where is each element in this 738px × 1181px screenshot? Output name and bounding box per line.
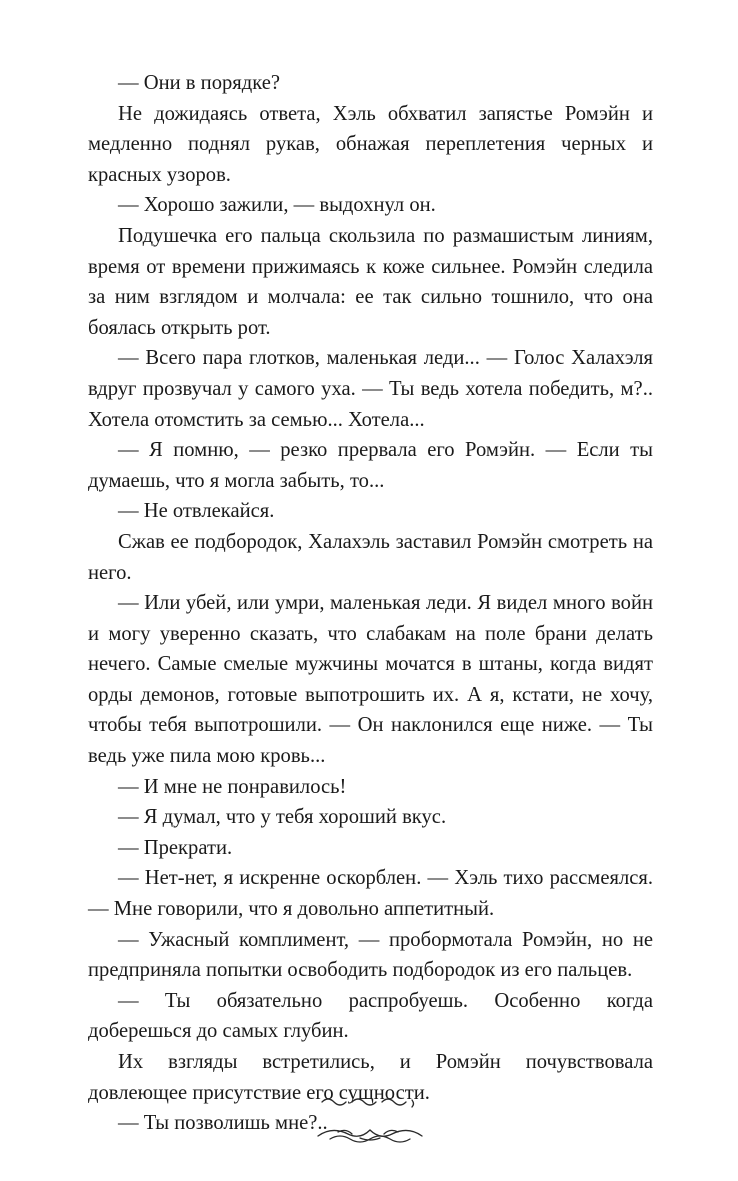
paragraph: — Ужасный комплимент, — пробормотала Ромэйн, но не предприняла попытки освободить подбородок из его пальцев. [88,928,653,982]
paragraph: — Нет-нет, я искренне оскорблен. — Хэль тихо рассмеялся. — Мне говорили, что я довольно аппетитный. [88,867,653,921]
paragraph: — Ты позволишь мне?.. [118,1112,328,1135]
paragraph: — Они в порядке? [118,72,281,94]
paragraph: — Не отвлекайся. [118,500,275,523]
section-divider [0,1092,738,1152]
paragraph: Сжав ее подбородок, Халахэль заставил Ромэйн смотреть на него. [88,530,653,584]
paragraph: — Я думал, что у тебя хороший вкус. [118,806,447,829]
paragraph: — Хорошо зажили, — выдохнул он. [118,194,436,217]
paragraph: — Ты обязательно распробуешь. Особенно когда доберешься до самых глубин. [88,989,653,1043]
paragraph: — Всего пара глотков, маленькая леди... — Голос Халахэля вдруг прозвучал у самого уха. — Ты ведь хотела победить, м?.. Хотела отомстить за семью... Хотела... [88,347,653,431]
paragraph: — Я помню, — резко прервала его Ромэйн. — Если ты думаешь, что я могла забыть, то... [88,439,653,492]
paragraph: — Или убей, или умри, маленькая леди. Я видел много войн и могу уверенно сказать, что слабакам на поле брани делать нечего. Самые смелые мужчины мочатся в штаны, когда видят орды демонов, готовые выпотрошить их. А я, кстати, не хочу, чтобы тебя выпотрошили. — Он наклонился еще ниже. — Ты ведь уже пила мою кровь... [88,592,653,768]
paragraph: Не дожидаясь ответа, Хэль обхватил запястье Ромэйн и медленно поднял рукав, обнажая переплетения черных и красных узоров. [88,102,653,186]
paragraph: Их взгляды встретились, и Ромэйн почувствовала довлеющее присутствие его сущности. [88,1051,653,1104]
paragraph: — Прекрати. [118,836,233,859]
flourish-icon [0,1092,738,1152]
paragraph: Подушечка его пальца скользила по размашистым линиям, время от времени прижимаясь к коже сильнее. Ромэйн следила за ним взглядом и молчала: ее так сильно тошнило, что она боялась открыть рот. [88,224,653,339]
body-text [88,68,653,1139]
paragraph: — И мне не понравилось! [118,775,347,798]
